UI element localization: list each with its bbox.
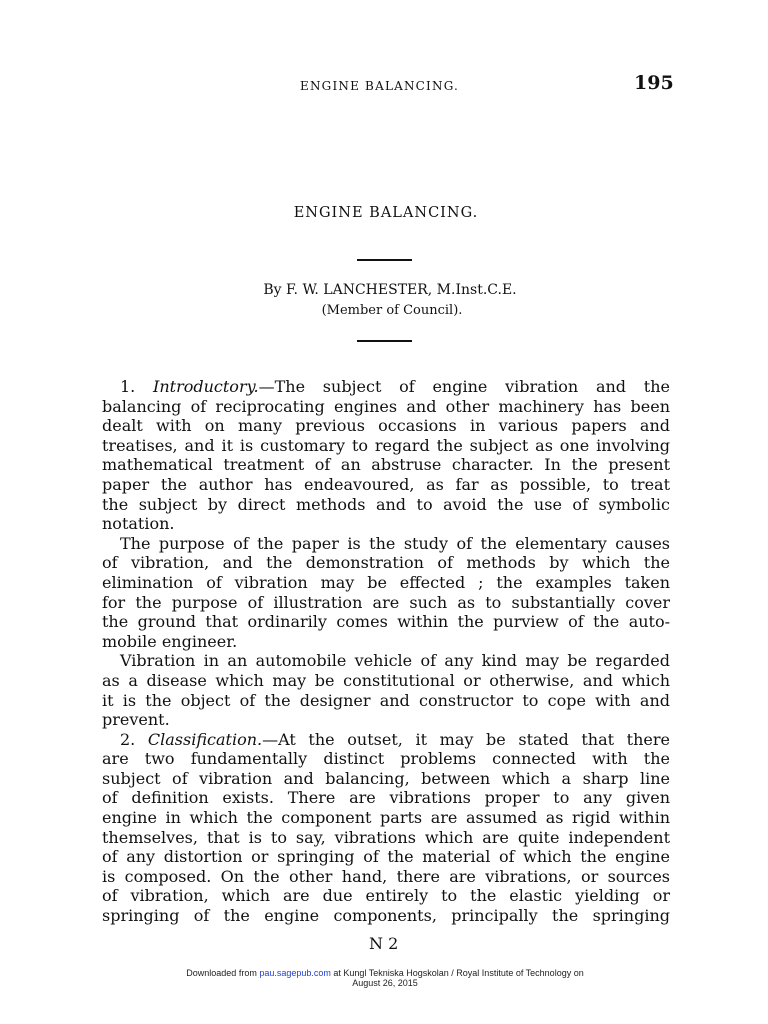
body-line: 1. Introductory.—The subject of engine vibration and the (120, 377, 670, 396)
body-line: elimination of vibration may be effected ; the examples taken (102, 572, 670, 592)
title-divider (357, 259, 412, 261)
body-line: notation. (102, 514, 175, 534)
download-date: August 26, 2015 (352, 978, 418, 988)
running-header-title: ENGINE BALANCING. (300, 79, 460, 93)
article-body (102, 377, 670, 926)
body-line: subject of vibration and balancing, between which a sharp line (102, 768, 670, 788)
author-byline: By F. W. LANCHESTER, M.Inst.C.E. (263, 282, 517, 298)
body-line: 2. Classification.—At the outset, it may be stated that there (120, 729, 670, 749)
download-notice: Downloaded from pau.sagepub.com at Kungl Tekniska Hogskolan / Royal Institute of Technology on (186, 968, 584, 978)
section-number: 2. (120, 729, 148, 749)
article-title: ENGINE BALANCING. (293, 205, 479, 221)
author-affiliation: (Member of Council). (321, 303, 463, 318)
body-line: the subject by direct methods and to avoid the use of symbolic (102, 494, 670, 514)
body-line: themselves, that is to say, vibrations which are quite independent (102, 827, 670, 847)
body-line: of definition exists. There are vibrations proper to any given (102, 788, 670, 808)
body-line: of any distortion or springing of the material of which the engine (102, 847, 670, 867)
body-line: are two fundamentally distinct problems connected with the (102, 749, 670, 769)
body-line: it is the object of the designer and constructor to cope with and (102, 690, 670, 710)
body-line: prevent. (102, 710, 170, 730)
page-number: 195 (634, 72, 674, 94)
section-heading: Classification. (147, 729, 263, 749)
body-line: dealt with on many previous occasions in various papers and (102, 416, 670, 436)
body-line: mathematical treatment of an abstruse character. In the present (102, 455, 670, 475)
section-heading: Introductory. (153, 377, 259, 396)
body-line: Vibration in an automobile vehicle of any kind may be regarded (120, 651, 670, 671)
body-line: paper the author has endeavoured, as far as possible, to treat (102, 474, 670, 494)
body-line: springing of the engine components, principally the springing (102, 906, 670, 926)
body-line: engine in which the component parts are assumed as rigid within (102, 808, 670, 828)
body-line: balancing of reciprocating engines and other machinery has been (102, 396, 670, 416)
body-line: is composed. On the other hand, there are vibrations, or sources (102, 866, 670, 886)
signature-mark: N 2 (369, 934, 399, 953)
body-line: of vibration, which are due entirely to the elastic yielding or (102, 886, 670, 906)
body-line: the ground that ordinarily comes within the purview of the auto- (102, 612, 670, 632)
source-link[interactable]: pau.sagepub.com (259, 968, 331, 978)
section-number: 1. (120, 377, 154, 396)
byline-divider (357, 340, 412, 342)
body-line: treatises, and it is customary to regard the subject as one involving (102, 435, 670, 455)
body-line: The purpose of the paper is the study of the elementary causes (120, 533, 670, 553)
download-footer (150, 968, 620, 988)
body-line: mobile engineer. (102, 631, 238, 651)
body-line: of vibration, and the demonstration of methods by which the (102, 553, 670, 573)
body-line: for the purpose of illustration are such as to substantially cover (102, 592, 670, 612)
body-line: as a disease which may be constitutional or otherwise, and which (102, 670, 670, 690)
